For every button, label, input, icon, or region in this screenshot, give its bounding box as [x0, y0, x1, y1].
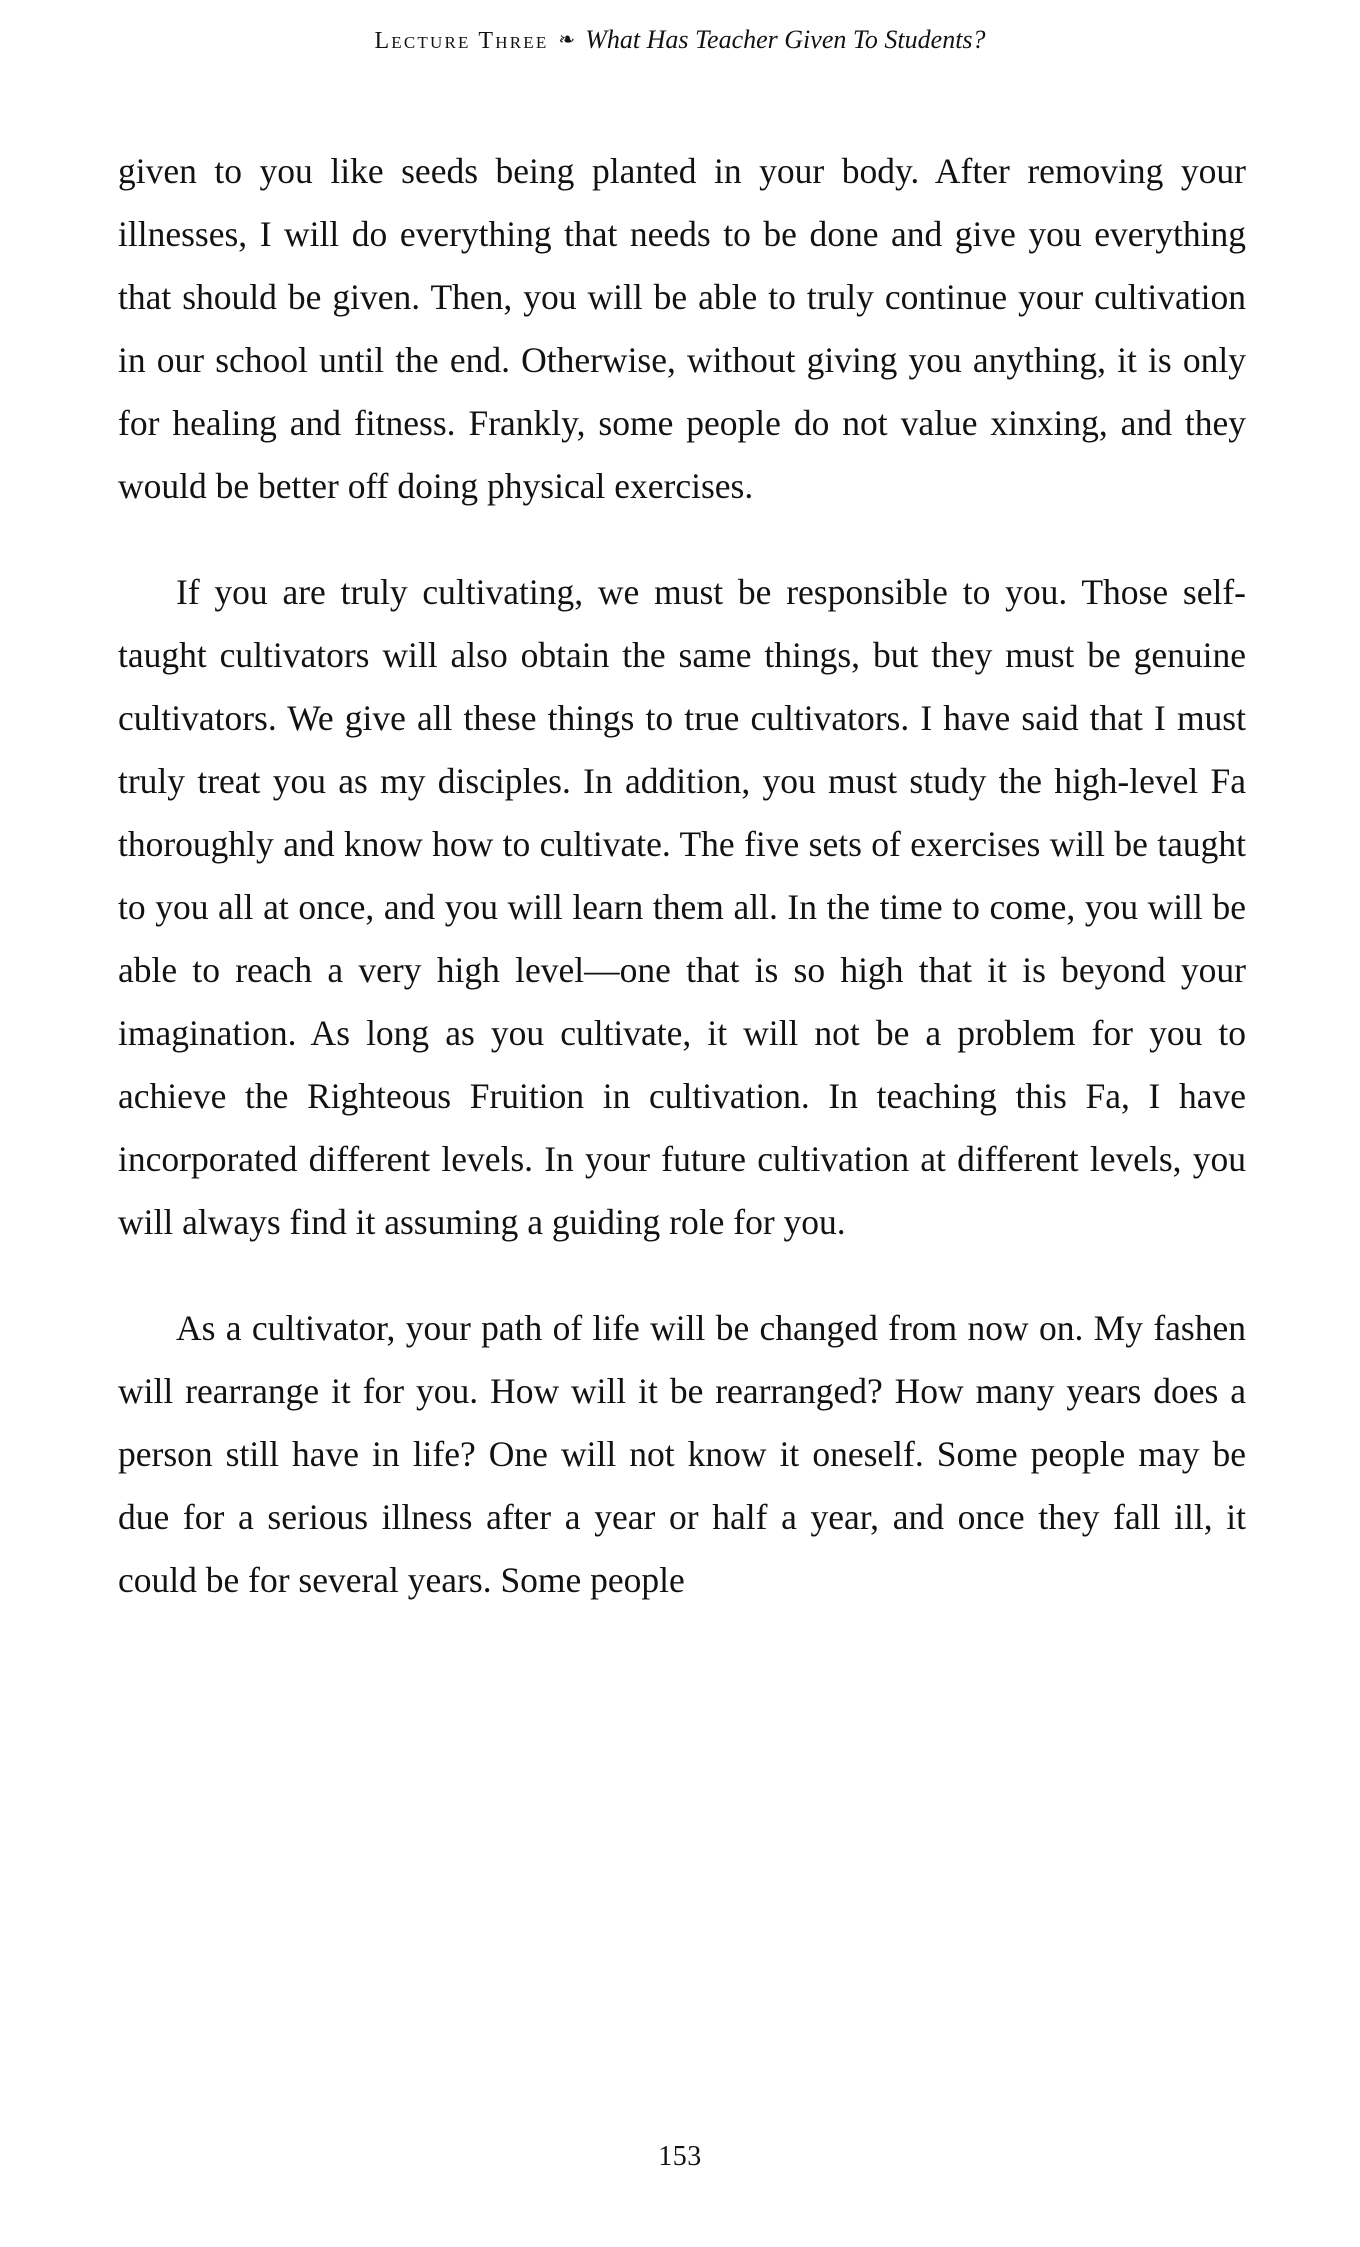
running-head [0, 24, 1360, 56]
page-number: 153 [658, 2141, 702, 2172]
paragraph: As a cultivator, your path of life will be changed from now on. My fashen will rearrange it for you. How will it be rearranged? How many years does a person still have in life? One will not know it oneself. Some people may be due for a serious illness after a year or half a year, and once they fall ill, it could be for several years. Some people [118, 1308, 1246, 1600]
running-head-lecture-label: Lecture Three [374, 28, 549, 54]
running-head-chapter-title: What Has Teacher Given To Students? [585, 25, 986, 54]
page-body [118, 140, 1246, 1612]
paragraph: If you are truly cultivating, we must be responsible to you. Those self-taught cultivators will also obtain the same things, but they must be genuine cultivators. We give all these things to true cultivators. I have said that I must truly treat you as my disciples. In addition, you must study the high-level Fa thoroughly and know how to cultivate. The five sets of exercises will be taught to you all at once, and you will learn them all. In the time to come, you will be able to reach a very high level—one that is so high that it is beyond your imagination. As long as you cultivate, it will not be a problem for you to achieve the Righteous Fruition in cultivation. In teaching this Fa, I have incorporated different levels. In your future cultivation at different levels, you will always find it assuming a guiding role for you. [118, 572, 1246, 1242]
leaf-ornament-icon: ❧ [558, 29, 576, 51]
paragraph: given to you like seeds being planted in your body. After removing your illnesses, I will do everything that needs to be done and give you everything that should be given. Then, you will be able to truly continue your cultivation in our school until the end. Otherwise, without giving you anything, it is only for healing and fitness. Frankly, some people do not value xinxing, and they would be better off doing physical exercises. [118, 151, 1246, 506]
